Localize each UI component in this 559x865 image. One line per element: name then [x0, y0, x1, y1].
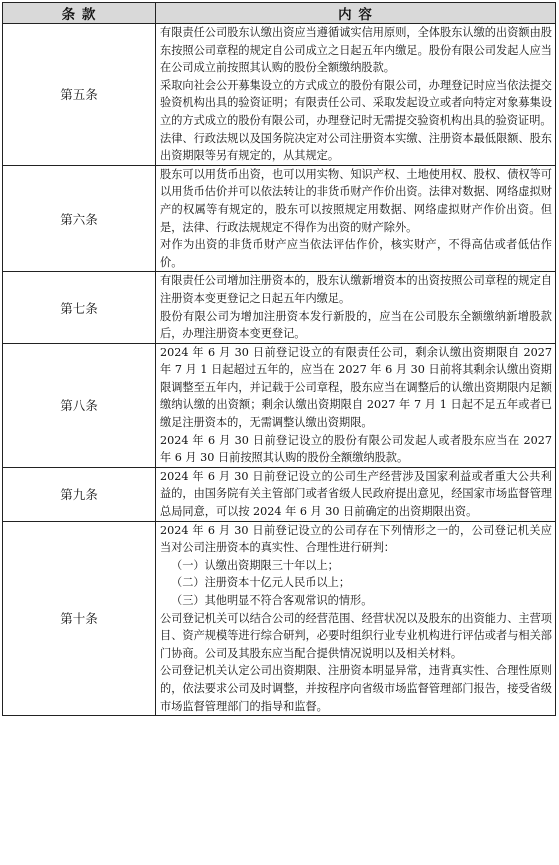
clause-content: [156, 272, 556, 343]
list-item: （三）其他明显不符合客观常识的情形。: [171, 594, 373, 607]
clause-number: 第五条: [3, 24, 156, 166]
clause-content: [156, 343, 556, 467]
content-paragraph: 有限责任公司增加注册资本的，股东认缴新增资本的出资按照公司章程的规定自注册资本变更登记之日起五年内缴足。: [160, 274, 552, 305]
content-paragraph: 对作为出资的非货币财产应当依法评估作价，核实财产，不得高估或者低估作价。: [160, 238, 552, 269]
content-paragraph: 有限责任公司股东认缴出资应当遵循诚实信用原则，全体股东认缴的出资额由股东按照公司章程的规定自公司成立之日起五年内缴足。股份有限公司发起人应当在公司成立前按照其认购的股份全额缴纳股款。: [160, 26, 552, 75]
content-paragraph: 2024 年 6 月 30 日前登记设立的有限责任公司，剩余认缴出资期限自 2027 年 7 月 1 日起超过五年的，应当在 2027 年 6 月 30 日前将其剩余认缴出资期限调整至五年内，并记载于公司章程，股东应当在调整后的认缴出资期限内足额缴纳认缴的出资额；剩余认缴出资期限自 2027 年 7 月 1 日起不足五年或者已缴足注册资本的，无需调整认缴出资期限。: [160, 345, 552, 430]
content-paragraph: 2024 年 6 月 30 日前登记设立的股份有限公司发起人或者股东应当在 2027 年 6 月 30 日前按照其认购的股份全额缴纳股款。: [160, 433, 552, 465]
clause-number: 第七条: [3, 272, 156, 343]
list-item: （一）认缴出资期限三十年以上；: [171, 558, 339, 572]
table-row: [3, 467, 556, 521]
clause-content: [156, 521, 556, 716]
table-header-row: [3, 3, 556, 24]
clause-column-header: 条 款: [3, 3, 156, 24]
content-paragraph: 2024 年 6 月 30 日前登记设立的公司存在下列情形之一的，公司登记机关应当对公司注册资本的真实性、合理性进行研判：: [160, 523, 552, 555]
content-paragraph: 采取向社会公开募集设立的方式成立的股份有限公司，办理登记时应当依法提交验资机构出具的验资证明；有限责任公司、采取发起设立或者向特定对象募集设立的方式成立的股份有限公司，办理登记时无需提交验资机构出具的验资证明。: [160, 78, 552, 127]
content-paragraph: 公司登记机关可以结合公司的经营范围、经营状况以及股东的出资能力、主营项目、资产规模等进行综合研判，必要时组织行业专业机构进行评估或者与相关部门协商。公司及其股东应当配合提供情况说明以及相关材料。: [160, 611, 552, 660]
content-column-header: 内 容: [156, 3, 556, 24]
clause-number: 第十条: [3, 521, 156, 716]
table-row: [3, 343, 556, 467]
clause-content: [156, 24, 556, 166]
table-row: [3, 272, 556, 343]
clause-number: 第六条: [3, 165, 156, 272]
content-paragraph: 股东可以用货币出资，也可以用实物、知识产权、土地使用权、股权、债权等可以用货币估价并可以依法转让的非货币财产作价出资。法律对数据、网络虚拟财产的权属等有规定的，股东可以按照规定用数据、网络虚拟财产作价出资。但是，法律、行政法规规定不得作为出资的财产除外。: [160, 167, 552, 234]
clause-number: 第九条: [3, 467, 156, 521]
table-row: [3, 165, 556, 272]
content-paragraph: 股份有限公司为增加注册资本发行新股的，应当在公司股东全额缴纳新增股款后，办理注册资本变更登记。: [160, 309, 552, 341]
list-item: （二）注册资本十亿元人民币以上；: [171, 576, 351, 590]
regulation-table: [2, 2, 556, 716]
table-row: [3, 521, 556, 716]
table-row: [3, 24, 556, 166]
clause-number: 第八条: [3, 343, 156, 467]
content-paragraph: 公司登记机关认定公司出资期限、注册资本明显异常，违背真实性、合理性原则的，依法要求公司及时调整，并按程序向省级市场监督管理部门报告，接受省级市场监督管理部门的指导和监督。: [160, 664, 552, 713]
content-paragraph: 法律、行政法规以及国务院决定对公司注册资本实缴、注册资本最低限额、股东出资期限等另有规定的，从其规定。: [160, 131, 552, 163]
content-paragraph: 2024 年 6 月 30 日前登记设立的公司生产经营涉及国家利益或者重大公共利益的，由国务院有关主管部门或者省级人民政府提出意见，经国家市场监督管理总局同意，可以按 2024 年 6 月 30 日前确定的出资期限出资。: [160, 469, 552, 519]
clause-content: [156, 467, 556, 521]
clause-content: [156, 165, 556, 272]
